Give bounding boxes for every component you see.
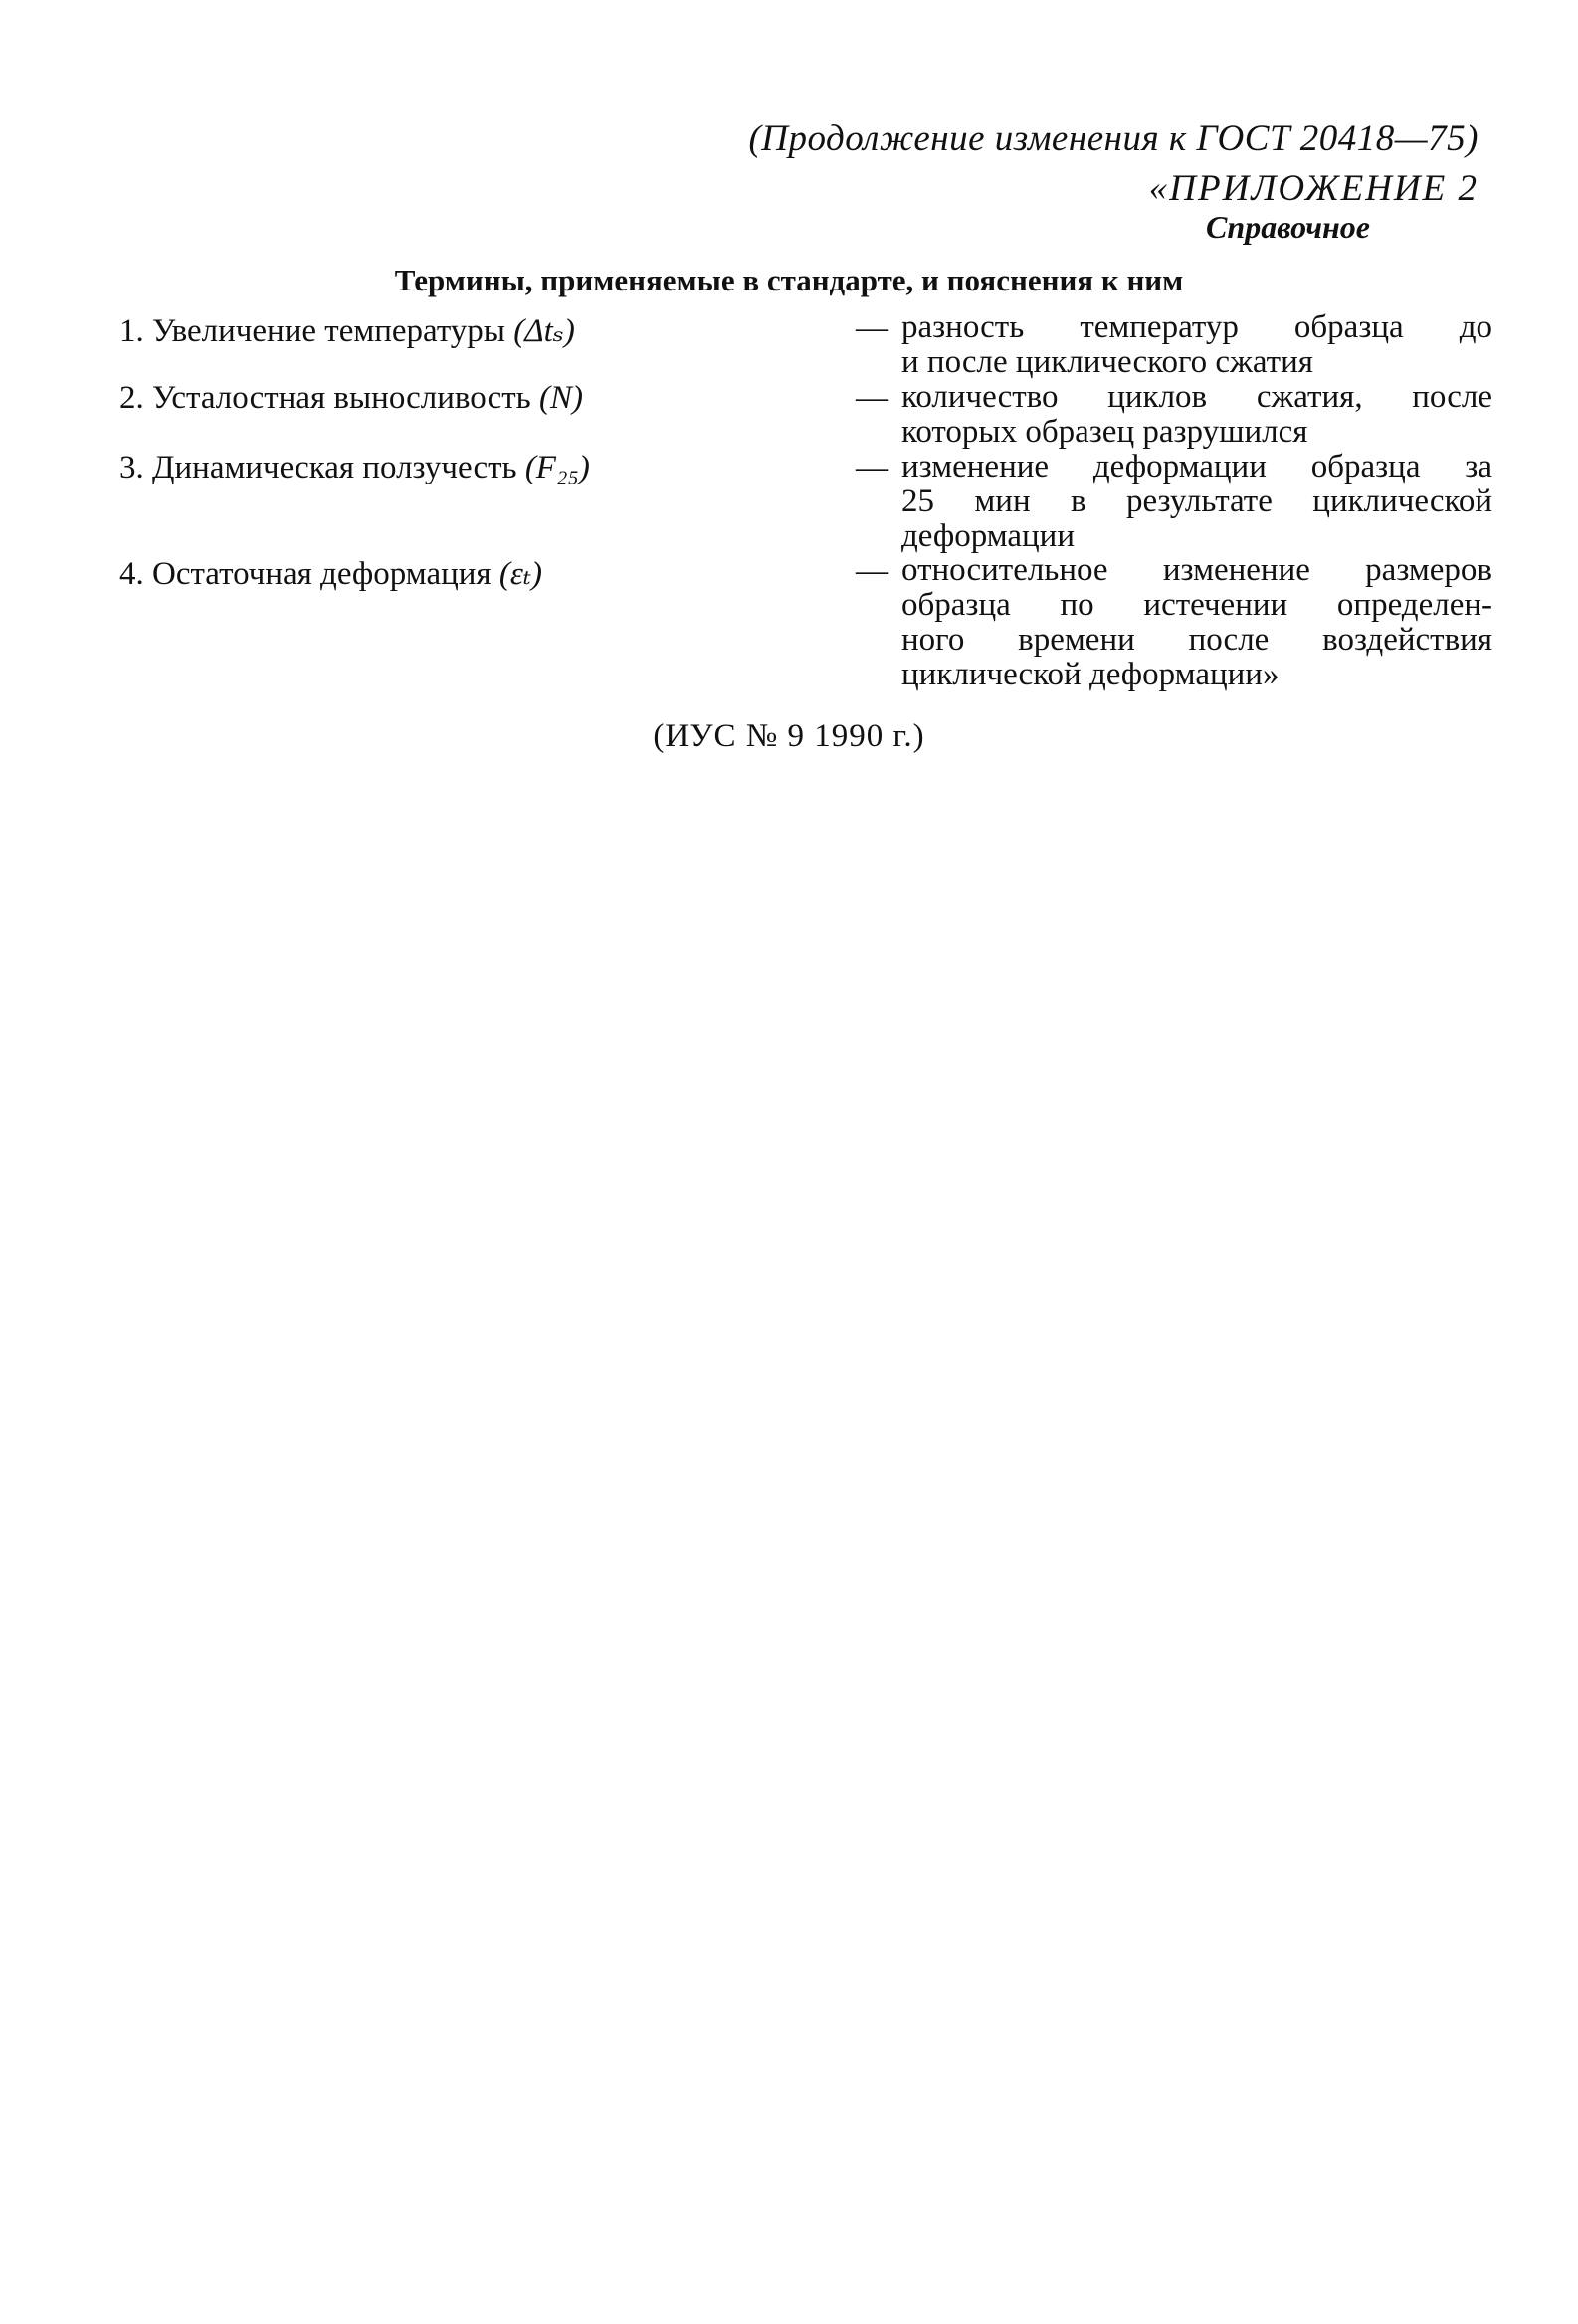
definition-line: ного времени после воздействия [901, 622, 1492, 658]
term-definition-1 [901, 310, 1492, 380]
term-number: 2. [119, 380, 144, 416]
footer-note: (ИУС № 9 1990 г.) [653, 718, 925, 754]
section-title: Термины, применяемые в стандарте, и пояснения к ним [394, 263, 1184, 297]
term-number: 1. [119, 313, 144, 349]
term-dash: — [856, 553, 888, 589]
definition-line: и после циклического сжатия [901, 344, 1313, 380]
term-name-2 [119, 380, 583, 417]
definition-line: изменение деформации образца за [901, 449, 1492, 484]
term-dash: — [856, 450, 888, 485]
term-dash: — [856, 310, 888, 346]
term-number: 4. [119, 556, 144, 592]
term-label: Динамическая ползучесть [152, 450, 517, 485]
term-number: 3. [119, 450, 144, 485]
term-symbol: (F₂₅) [524, 450, 590, 485]
definition-line: которых образец разрушился [901, 414, 1308, 450]
term-label: Усталостная выносливость [152, 380, 531, 416]
definition-line: образца по истечении определен- [901, 587, 1492, 623]
term-symbol: (εₜ) [498, 556, 542, 592]
definition-line: циклической деформации» [901, 657, 1280, 692]
term-symbol: (N) [538, 380, 583, 416]
term-label: Остаточная деформация [152, 556, 492, 592]
term-dash: — [856, 380, 888, 416]
term-name-3 [119, 450, 590, 486]
term-name-4 [119, 553, 542, 593]
definition-line: относительное изменение размеров [901, 552, 1492, 588]
term-symbol: (Δtₛ) [513, 313, 575, 349]
appendix-subtitle: Справочное [1206, 209, 1370, 245]
term-label: Увеличение температуры [152, 313, 505, 349]
definition-line: количество циклов сжатия, после [901, 379, 1492, 415]
definition-line: разность температур образца до [901, 309, 1492, 345]
term-definition-3 [901, 450, 1492, 554]
definition-line: 25 мин в результате циклической [901, 484, 1492, 519]
continuation-header: (Продолжение изменения к ГОСТ 20418—75) [748, 118, 1479, 159]
term-name-1 [119, 310, 575, 350]
term-definition-2 [901, 380, 1492, 450]
definition-line: деформации [901, 518, 1076, 554]
term-definition-4 [901, 553, 1492, 692]
appendix-title: «ПРИЛОЖЕНИЕ 2 [1148, 168, 1479, 209]
